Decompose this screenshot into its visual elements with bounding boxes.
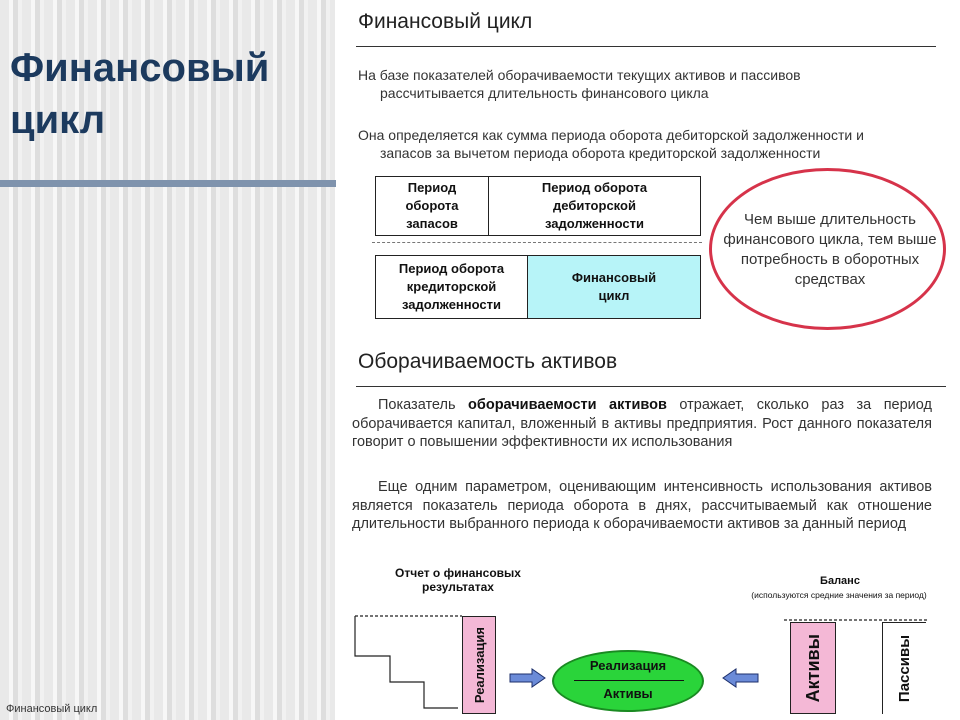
assets-vertical-box xyxy=(790,622,836,714)
dotted-separator xyxy=(372,242,702,243)
sales-vertical-label: Реализация xyxy=(471,626,487,704)
sales-vertical-box xyxy=(462,616,496,714)
liabilities-vertical-label: Пассивы xyxy=(896,634,913,703)
ratio-denominator: Активы xyxy=(603,686,653,701)
balance-label: Баланс xyxy=(820,575,860,587)
ratio-numerator: Реализация xyxy=(589,658,667,673)
balance-note: (используются средние значения за период) xyxy=(751,590,927,600)
section1-para1 xyxy=(358,66,928,102)
slide-title-line2: цикл xyxy=(10,98,106,142)
slide-title-line1: Финансовый xyxy=(10,46,270,90)
income-statement-label: Отчет о финансовых результатах xyxy=(395,566,521,594)
section2-para2: Еще одним параметром, оценивающим интенсивность использования активов является показатель периода оборота в днях, рассчитываемый как отношение длительности выбранного периода к оборачиваемости активов за данный период xyxy=(352,479,932,532)
assets-vertical-label: Активы xyxy=(802,633,823,703)
left-arrow-icon xyxy=(720,668,760,688)
liabilities-vertical-box xyxy=(882,622,926,714)
left-arrow-shape xyxy=(723,669,758,687)
right-arrow-shape xyxy=(510,669,545,687)
ratio-fraction-line xyxy=(574,680,684,681)
section1-para2 xyxy=(358,126,930,162)
section2-para1-bold: оборачиваемости активов xyxy=(468,397,667,413)
right-arrow-icon xyxy=(508,668,548,688)
section2-para1-post: отражает, сколько раз за период оборачивается капитал, вложенный в активы предприятия. Рост данного показателя говорит о повышении эффективности их использования xyxy=(352,397,932,450)
section1-para1-line2: рассчитывается длительность финансового цикла xyxy=(380,85,709,101)
box-payables-period: Период оборота кредиторской задолженности xyxy=(375,255,528,319)
section1-para2-line1: Она определяется как сумма периода оборота дебиторской задолженности и xyxy=(358,127,864,143)
section2-para1-pre: Показатель xyxy=(378,397,469,413)
section1-para2-line2: запасов за вычетом периода оборота кредиторской задолженности xyxy=(380,145,821,161)
box-receivables-period: Период оборота дебиторской задолженности xyxy=(488,176,701,236)
box-inventory-period: Период оборота запасов xyxy=(375,176,489,236)
section2-para1 xyxy=(352,396,932,452)
slide-title xyxy=(10,42,330,146)
section1-title: Финансовый цикл xyxy=(358,10,533,33)
sidebar-divider xyxy=(0,180,336,187)
section1-para1-line1: На базе показателей оборачиваемости текущих активов и пассивов xyxy=(358,67,801,83)
callout-text: Чем выше длительность финансового цикла, тем выше потребность в оборотных средствах xyxy=(723,211,937,288)
box-financial-cycle: Финансовый цикл xyxy=(527,255,701,319)
section2-rule xyxy=(356,386,946,387)
section2-title: Оборачиваемость активов xyxy=(358,350,618,373)
section1-rule xyxy=(356,46,936,47)
footer-label: Финансовый цикл xyxy=(6,703,98,715)
income-statement-stairs xyxy=(355,616,458,708)
